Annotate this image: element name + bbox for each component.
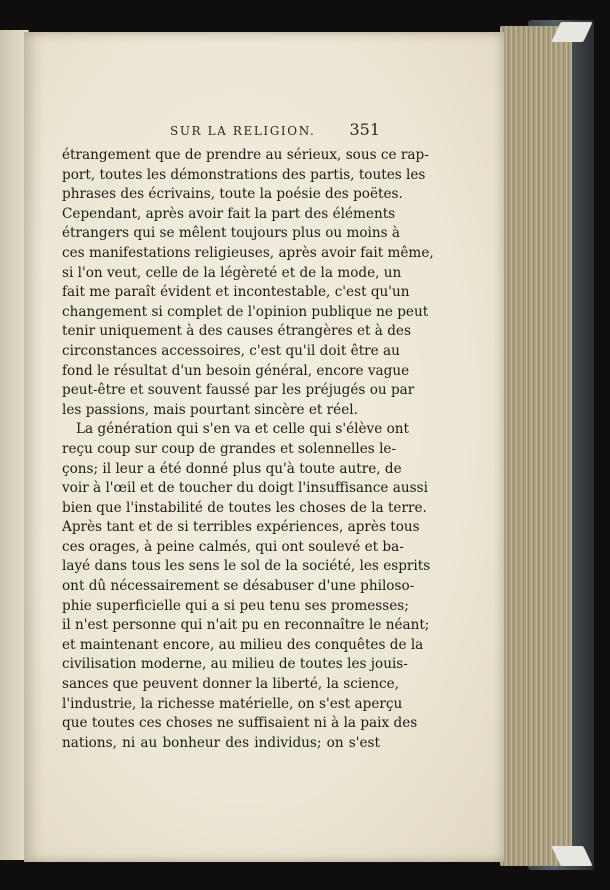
page-body: [62, 146, 434, 753]
text-line: phrases des écrivains, toute la poésie des poëtes.: [62, 186, 403, 203]
page-header: [170, 122, 380, 142]
page-edges: [500, 26, 572, 866]
text-line: bien que l'instabilité de toutes les choses de la terre.: [62, 499, 427, 516]
text-line: Après tant et de si terribles expériences, après tous: [62, 519, 420, 536]
text-line: peut-être et souvent faussé par les préjugés ou par: [62, 382, 415, 399]
text-line: que toutes ces choses ne suffisaient ni à la paix des: [62, 715, 418, 732]
text-line: ont dû nécessairement se désabuser d'une philoso-: [62, 578, 415, 595]
text-line: voir à l'œil et de toucher du doigt l'insuffisance aussi: [62, 480, 428, 497]
text-line: il n'est personne qui n'ait pu en reconnaître le néant;: [62, 617, 430, 634]
text-line: phie superficielle qui a si peu tenu ses promesses;: [62, 597, 409, 614]
text-line: çons; il leur a été donné plus qu'à toute autre, de: [62, 460, 402, 477]
text-line: étrangement que de prendre au sérieux, sous ce rap-: [62, 147, 429, 163]
text-line: Cependant, après avoir fait la part des éléments: [62, 205, 396, 222]
text-line: port, toutes les démonstrations des partis, toutes les: [62, 166, 426, 183]
text-line: l'industrie, la richesse matérielle, on s'est aperçu: [62, 695, 403, 712]
text-line: changement si complet de l'opinion publique ne peut: [62, 303, 429, 320]
running-head: SUR LA RELIGION.: [170, 124, 316, 138]
text-line: si l'on veut, celle de la légèreté et de la mode, un: [62, 264, 402, 281]
text-line: les passions, mais pourtant sincère et réel.: [62, 401, 358, 418]
text-line: ces orages, à peine calmés, qui ont soulevé et ba-: [62, 538, 404, 555]
text-line: et maintenant encore, au milieu des conquêtes de la: [62, 636, 424, 653]
text-line: civilisation moderne, au milieu de toutes les jouis-: [62, 656, 408, 673]
text-line: sances que peuvent donner la liberté, la science,: [62, 676, 399, 693]
text-line: tenir uniquement à des causes étrangères et à des: [62, 323, 411, 340]
text-line: layé dans tous les sens le sol de la société, les esprits: [62, 558, 431, 575]
text-line: fait me paraît évident et incontestable, c'est qu'un: [62, 284, 410, 301]
text-line: reçu coup sur coup de grandes et solennelles le-: [62, 440, 397, 457]
text-line: ces manifestations religieuses, après avoir fait même,: [62, 244, 434, 261]
text-line: circonstances accessoires, c'est qu'il doit être au: [62, 342, 400, 359]
text-line: nations, ni au bonheur des individus; on s'est: [62, 734, 380, 751]
text-line: La génération qui s'en va et celle qui s'élève ont: [76, 421, 410, 438]
text-line: étrangers qui se mêlent toujours plus ou moins à: [62, 225, 401, 242]
page-number: 351: [349, 120, 380, 139]
text-line: fond le résultat d'un besoin général, encore vague: [62, 362, 410, 379]
